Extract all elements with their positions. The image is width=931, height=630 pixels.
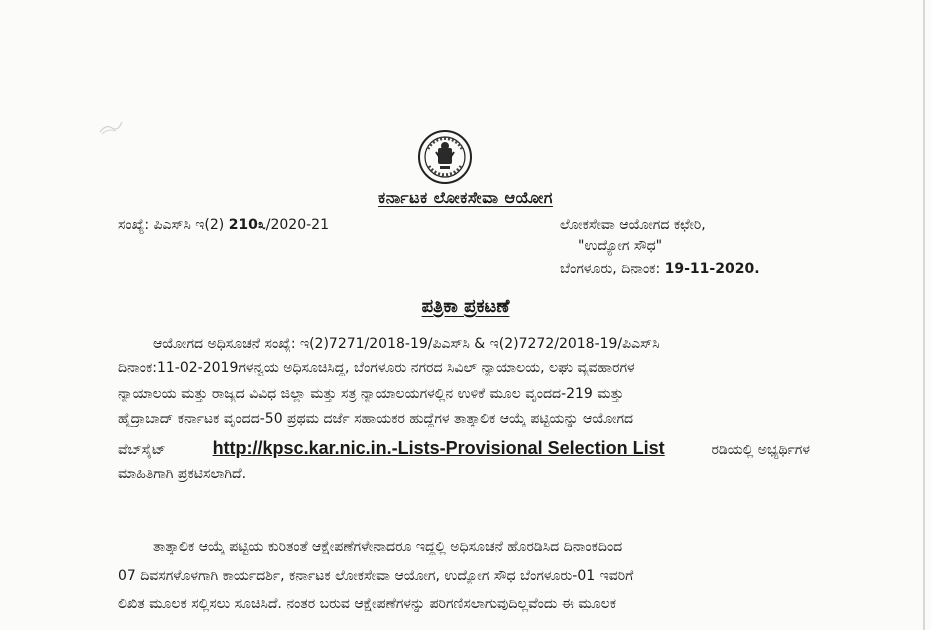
website-label: ವೆಬ್‌ಸೈಟ್	[118, 442, 166, 458]
para1-line-4: ಹೈದ್ರಾಬಾದ್ ಕರ್ನಾಟಕ ವೃಂದದ-50 ಪ್ರಥಮ ದರ್ಜೆ ಸಹಾಯಕರ ಹುದ್ದೆಗಳ ತಾತ್ಕಾಲಿಕ ಆಯ್ಕೆ ಪಟ್ಟಿಯನ್ನು ಆಯೋಗದ	[118, 411, 634, 427]
place-date-label: ಬೆಂಗಳೂರು, ದಿನಾಂಕ:	[560, 261, 661, 277]
para1-line-2: ದಿನಾಂಕ:11-02-2019ಗಳನ್ವಯ ಅಧಿಸೂಚಿಸಿದ್ದ, ಬೆಂಗಳೂರು ನಗರದ ಸಿವಿಲ್ ನ್ಯಾಯಾಲಯ, ಲಘು ವ್ಯವಹಾರಗಳ	[118, 360, 635, 376]
para1-line-1: ಆಯೋಗದ ಅಧಿಸೂಚನೆ ಸಂಖ್ಯೆ: ಇ(2)7271/2018-19/ಪಿಎಸ್‌ಸಿ & ಇ(2)7272/2018-19/ಪಿಎಸ್‌ಸಿ	[153, 336, 660, 352]
para2-line-3: ಲಿಖಿತ ಮೂಲಕ ಸಲ್ಲಿಸಲು ಸೂಚಿಸಿದೆ. ನಂತರ ಬರುವ ಆಕ್ಷೇಪಣೆಗಳನ್ನು ಪರಿಗಣಿಸಲಾಗುವುದಿಲ್ಲವೆಂದು ಈ ಮೂಲಕ	[118, 596, 617, 612]
address-line-1: ಲೋಕಸೇವಾ ಆಯೋಗದ ಕಛೇರಿ,	[560, 217, 706, 233]
para2-line-1: ತಾತ್ಕಾಲಿಕ ಆಯ್ಕೆ ಪಟ್ಟಿಯ ಕುರಿತಂತೆ ಆಕ್ಷೇಪಣೆಗಳೇನಾದರೂ ಇದ್ದಲ್ಲಿ ಅಧಿಸೂಚನೆ ಹೊರಡಿಸಿದ ದಿನಾಂಕದಿಂದ	[153, 539, 623, 555]
kpsc-website-link[interactable]: http://kpsc.kar.nic.in.-Lists-Provisional Selection List	[212, 438, 665, 458]
office-name-heading: ಕರ್ನಾಟಕ ಲೋಕಸೇವಾ ಆಯೋಗ	[378, 188, 553, 207]
ref-number: 210೩	[228, 217, 266, 233]
kpsc-emblem-icon	[416, 128, 474, 186]
issue-date: 19-11-2020.	[664, 261, 760, 277]
scan-smudge-icon	[98, 118, 124, 136]
press-release-title: ಪತ್ರಿಕಾ ಪ್ರಕಟಣೆ	[421, 296, 510, 317]
para1-line-3: ನ್ಯಾಯಾಲಯ ಮತ್ತು ರಾಜ್ಯದ ವಿವಿಧ ಜಿಲ್ಲಾ ಮತ್ತು ಸತ್ರ ನ್ಯಾಯಾಲಯಗಳಲ್ಲಿನ ಉಳಿಕೆ ಮೂಲ ವೃಂದದ-219 ಮತ್ತು	[118, 386, 624, 402]
address-line-2: "ಉದ್ಯೋಗ ಸೌಧ"	[578, 238, 663, 254]
reference-number	[118, 217, 329, 233]
ref-suffix: /2020-21	[265, 217, 329, 233]
para2-line-2: 07 ದಿವಸಗಳೊಳಗಾಗಿ ಕಾರ್ಯದರ್ಶಿ, ಕರ್ನಾಟಕ ಲೋಕಸೇವಾ ಆಯೋಗ, ಉದ್ಯೋಗ ಸೌಧ ಬೆಂಗಳೂರು-01 ಇವರಿಗೆ	[118, 568, 634, 584]
para1-line-6: ಮಾಹಿತಿಗಾಗಿ ಪ್ರಕಟಿಸಲಾಗಿದೆ.	[118, 466, 247, 482]
ref-prefix: ಸಂಖ್ಯೆ: ಪಿಎಸ್‌ಸಿ ಇ(2)	[118, 217, 225, 233]
para1-line-5	[118, 438, 810, 459]
address-line-3	[560, 261, 760, 277]
website-suffix: ರಡಿಯಲ್ಲಿ ಅಭ್ಯರ್ಥಿಗಳ	[711, 442, 810, 458]
